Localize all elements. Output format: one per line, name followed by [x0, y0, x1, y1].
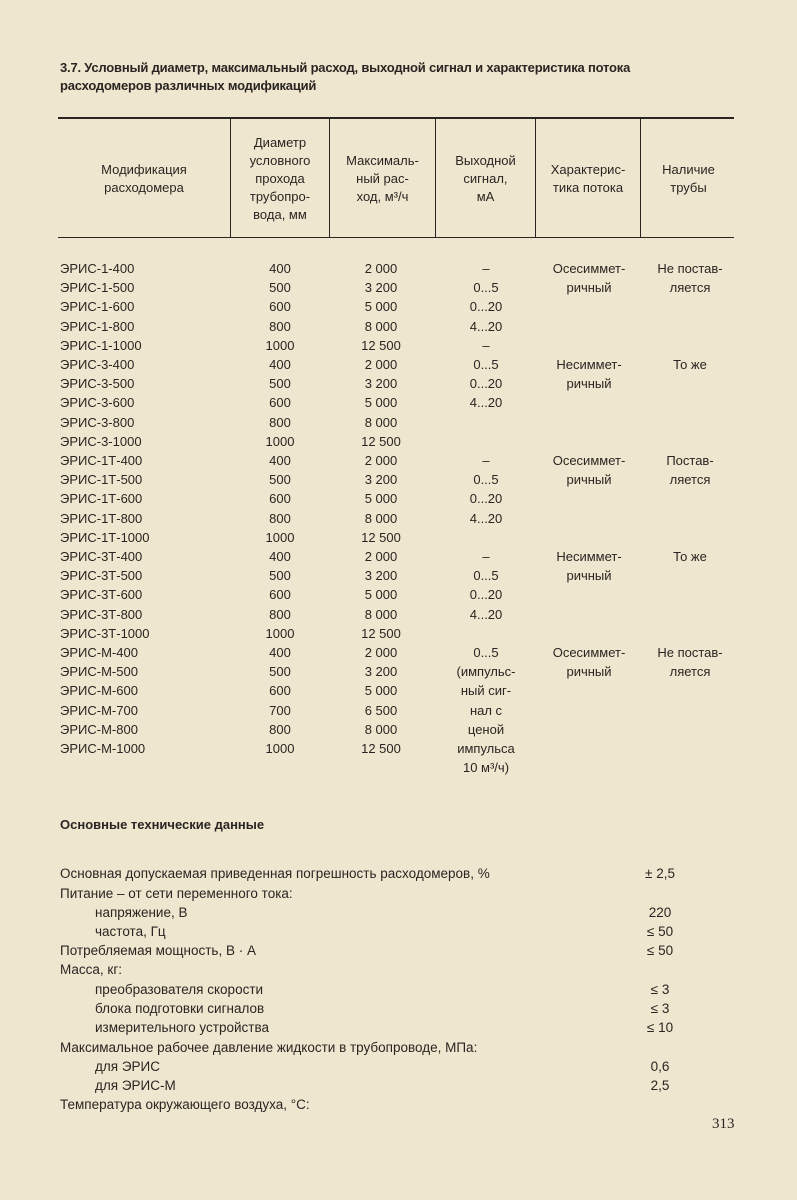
cell-max-flow: 12 500 — [361, 337, 401, 353]
tech-value: 2,5 — [650, 1078, 670, 1093]
cell-diameter: 600 — [269, 395, 291, 411]
table-row — [0, 297, 797, 316]
header-modification: Модификация расходомера — [101, 161, 187, 195]
tech-value: ≤ 10 — [646, 1020, 674, 1035]
cell-max-flow: 5 000 — [364, 491, 398, 507]
cell-pipe-presence: Не постав- — [657, 645, 723, 660]
cell-max-flow: 12 500 — [361, 625, 401, 641]
cell-modification: ЭРИС-3Т-800 — [60, 606, 143, 622]
cell-output-signal: 10 м³/ч) — [462, 760, 510, 776]
table-row — [0, 605, 797, 624]
tech-label: для ЭРИС — [95, 1059, 160, 1074]
cell-flow-characteristic: Осесиммет- — [552, 645, 626, 660]
table-row — [0, 720, 797, 739]
cell-modification: ЭРИС-3Т-1000 — [60, 625, 150, 641]
table-row — [0, 374, 797, 393]
cell-output-signal: 4...20 — [469, 318, 503, 334]
tech-value: 220 — [648, 905, 672, 920]
cell-output-signal: 0...20 — [469, 491, 503, 507]
tech-value: ≤ 3 — [650, 1001, 670, 1016]
tech-label: Потребляемая мощность, В · А — [60, 943, 256, 958]
cell-diameter: 600 — [269, 683, 291, 699]
tech-label: преобразователя скорости — [95, 982, 264, 997]
cell-output-signal: 0...20 — [469, 376, 503, 392]
cell-diameter: 1000 — [265, 741, 295, 756]
cell-max-flow: 6 500 — [364, 702, 398, 718]
cell-flow-characteristic: ричный — [566, 376, 612, 392]
table-row — [0, 317, 797, 336]
cell-modification: ЭРИС-3Т-500 — [60, 568, 143, 584]
cell-pipe-presence: ляется — [669, 664, 711, 680]
cell-max-flow: 3 200 — [364, 568, 398, 584]
cell-diameter: 400 — [269, 453, 291, 468]
cell-diameter: 400 — [269, 645, 291, 660]
cell-pipe-presence: ляется — [669, 472, 711, 488]
cell-flow-characteristic: ричный — [566, 568, 612, 584]
cell-diameter: 800 — [269, 414, 291, 430]
table-row — [0, 624, 797, 643]
header-flow-characteristic: Характерис- тика потока — [550, 161, 626, 195]
cell-max-flow: 2 000 — [364, 261, 398, 276]
cell-diameter: 400 — [269, 549, 291, 564]
cell-output-signal: – — [482, 261, 490, 276]
cell-diameter: 1000 — [265, 529, 295, 545]
cell-max-flow: 2 000 — [364, 549, 398, 564]
cell-modification: ЭРИС-3-400 — [60, 357, 135, 372]
table-row — [0, 662, 797, 681]
cell-max-flow: 8 000 — [364, 318, 398, 334]
tech-value: ≤ 50 — [646, 924, 674, 939]
cell-output-signal: 0...5 — [473, 472, 499, 488]
cell-max-flow: 5 000 — [364, 299, 398, 315]
table-row — [0, 566, 797, 585]
cell-output-signal: – — [482, 549, 490, 564]
table-row — [0, 528, 797, 547]
cell-modification: ЭРИС-1Т-1000 — [60, 529, 150, 545]
cell-pipe-presence: То же — [673, 357, 707, 372]
cell-modification: ЭРИС-1Т-400 — [60, 453, 143, 468]
table-row — [0, 585, 797, 604]
cell-output-signal: 0...20 — [469, 299, 503, 315]
table-row — [0, 509, 797, 528]
tech-value: ≤ 3 — [650, 982, 670, 997]
cell-output-signal: 0...5 — [473, 568, 499, 584]
cell-max-flow: 5 000 — [364, 587, 398, 603]
tech-label: напряжение, В — [95, 905, 188, 920]
cell-modification: ЭРИС-1-400 — [60, 261, 135, 276]
cell-diameter: 600 — [269, 299, 291, 315]
cell-flow-characteristic: ричный — [566, 664, 612, 680]
header-output-signal: Выходной сигнал, мА — [455, 152, 516, 204]
cell-output-signal: – — [482, 453, 490, 468]
cell-max-flow: 3 200 — [364, 280, 398, 296]
cell-max-flow: 5 000 — [364, 683, 398, 699]
table-title-line1: 3.7. Условный диаметр, максимальный расход, выходной сигнал и характеристика потока — [60, 60, 631, 75]
cell-max-flow: 3 200 — [364, 664, 398, 680]
table-row — [0, 393, 797, 412]
cell-output-signal: (импульс- — [456, 664, 516, 680]
header-diameter: Диаметр условного прохода трубопро- вода, мм — [249, 134, 311, 222]
tech-label: блока подготовки сигналов — [95, 1001, 265, 1016]
cell-modification: ЭРИС-3Т-600 — [60, 587, 143, 603]
table-row — [0, 432, 797, 451]
cell-output-signal: 4...20 — [469, 510, 503, 526]
cell-max-flow: 12 500 — [361, 529, 401, 545]
cell-diameter: 800 — [269, 318, 291, 334]
cell-modification: ЭРИС-3-1000 — [60, 433, 142, 449]
cell-modification: ЭРИС-3-500 — [60, 376, 135, 392]
cell-max-flow: 2 000 — [364, 453, 398, 468]
cell-pipe-presence: То же — [673, 549, 707, 564]
table-row — [0, 336, 797, 355]
cell-diameter: 400 — [269, 357, 291, 372]
table-row — [0, 489, 797, 508]
cell-flow-characteristic: Осесиммет- — [552, 261, 626, 276]
cell-diameter: 500 — [269, 472, 291, 488]
cell-max-flow: 3 200 — [364, 472, 398, 488]
cell-output-signal: 0...5 — [473, 645, 499, 660]
cell-flow-characteristic: Несиммет- — [556, 357, 622, 372]
cell-max-flow: 8 000 — [364, 721, 398, 737]
cell-output-signal: нал с — [469, 702, 503, 718]
cell-output-signal: 0...5 — [473, 357, 499, 372]
cell-modification: ЭРИС-1Т-600 — [60, 491, 143, 507]
table-row — [0, 259, 797, 278]
table-row — [0, 413, 797, 432]
table-row — [0, 470, 797, 489]
header-pipe-presence: Наличие трубы — [662, 161, 715, 195]
cell-max-flow: 8 000 — [364, 414, 398, 430]
table-row — [0, 701, 797, 720]
table-row — [0, 278, 797, 297]
cell-modification: ЭРИС-3-600 — [60, 395, 135, 411]
header-max-flow: Максималь- ный рас- ход, м³/ч — [346, 152, 419, 204]
cell-output-signal: ценой — [467, 721, 505, 737]
table-row — [0, 758, 797, 777]
table-row — [0, 547, 797, 566]
cell-modification: ЭРИС-1-500 — [60, 280, 135, 296]
cell-diameter: 1000 — [265, 337, 295, 353]
tech-label: Температура окружающего воздуха, °С: — [60, 1097, 310, 1112]
cell-output-signal: 0...5 — [473, 280, 499, 296]
tech-value: ± 2,5 — [645, 866, 675, 881]
cell-max-flow: 2 000 — [364, 357, 398, 372]
cell-modification: ЭРИС-1-800 — [60, 318, 135, 334]
tech-label: Максимальное рабочее давление жидкости в трубопроводе, МПа: — [60, 1040, 478, 1055]
cell-modification: ЭРИС-3Т-400 — [60, 549, 143, 564]
cell-modification: ЭРИС-1-600 — [60, 299, 135, 315]
cell-modification: ЭРИС-М-700 — [60, 702, 138, 718]
cell-diameter: 800 — [269, 510, 291, 526]
table-row — [0, 739, 797, 758]
cell-modification: ЭРИС-М-800 — [60, 721, 138, 737]
cell-max-flow: 5 000 — [364, 395, 398, 411]
tech-label: для ЭРИС-М — [95, 1078, 176, 1093]
table-row — [0, 451, 797, 470]
cell-max-flow: 8 000 — [364, 606, 398, 622]
cell-max-flow: 8 000 — [364, 510, 398, 526]
cell-diameter: 400 — [269, 261, 291, 276]
tech-label: Основная допускаемая приведенная погрешность расходомеров, % — [60, 866, 490, 881]
table-row — [0, 681, 797, 700]
cell-pipe-presence: Постав- — [666, 453, 714, 468]
cell-max-flow: 3 200 — [364, 376, 398, 392]
tech-label: измерительного устройства — [95, 1020, 269, 1035]
page-number: 313 — [712, 1116, 735, 1132]
cell-pipe-presence: ляется — [669, 280, 711, 296]
table-title-line2: расходомеров различных модификаций — [60, 78, 317, 93]
tech-data-title: Основные технические данные — [60, 817, 265, 832]
cell-modification: ЭРИС-1Т-800 — [60, 510, 143, 526]
cell-diameter: 500 — [269, 280, 291, 296]
cell-flow-characteristic: ричный — [566, 472, 612, 488]
table-row — [0, 643, 797, 662]
tech-label: Масса, кг: — [60, 962, 122, 977]
cell-diameter: 500 — [269, 376, 291, 392]
cell-output-signal: 4...20 — [469, 395, 503, 411]
cell-modification: ЭРИС-1-1000 — [60, 337, 142, 353]
cell-modification: ЭРИС-1Т-500 — [60, 472, 143, 488]
tech-label: Питание – от сети переменного тока: — [60, 886, 293, 901]
tech-value: ≤ 50 — [646, 943, 674, 958]
cell-diameter: 500 — [269, 664, 291, 680]
cell-output-signal: – — [482, 337, 490, 353]
cell-output-signal: ный сиг- — [460, 683, 512, 699]
table-row — [0, 355, 797, 374]
cell-diameter: 800 — [269, 721, 291, 737]
cell-diameter: 600 — [269, 587, 291, 603]
tech-value: 0,6 — [650, 1059, 670, 1074]
cell-diameter: 700 — [269, 702, 291, 718]
cell-max-flow: 12 500 — [361, 741, 401, 756]
cell-diameter: 800 — [269, 606, 291, 622]
cell-diameter: 600 — [269, 491, 291, 507]
cell-modification: ЭРИС-3-800 — [60, 414, 135, 430]
cell-modification: ЭРИС-М-600 — [60, 683, 138, 699]
cell-pipe-presence: Не постав- — [657, 261, 723, 276]
cell-output-signal: импульса — [457, 741, 515, 756]
cell-diameter: 1000 — [265, 625, 295, 641]
cell-diameter: 500 — [269, 568, 291, 584]
cell-max-flow: 12 500 — [361, 433, 401, 449]
cell-modification: ЭРИС-М-1000 — [60, 741, 146, 756]
cell-max-flow: 2 000 — [364, 645, 398, 660]
cell-flow-characteristic: ричный — [566, 280, 612, 296]
cell-output-signal: 4...20 — [469, 606, 503, 622]
cell-output-signal: 0...20 — [469, 587, 503, 603]
tech-label: частота, Гц — [95, 924, 166, 939]
cell-modification: ЭРИС-М-400 — [60, 645, 138, 660]
cell-diameter: 1000 — [265, 433, 295, 449]
cell-flow-characteristic: Несиммет- — [556, 549, 622, 564]
cell-flow-characteristic: Осесиммет- — [552, 453, 626, 468]
cell-modification: ЭРИС-М-500 — [60, 664, 138, 680]
